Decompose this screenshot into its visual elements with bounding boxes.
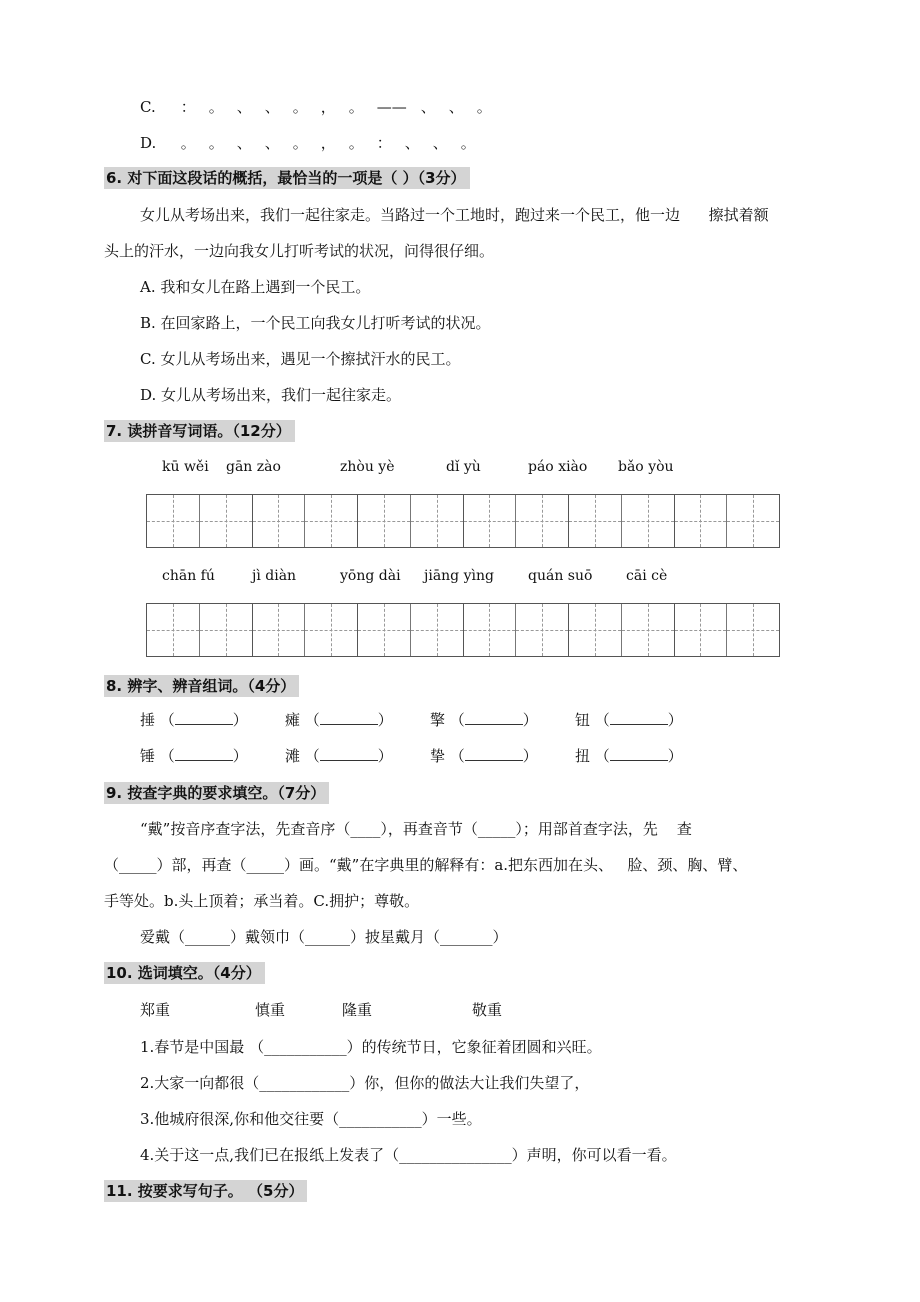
pinyin-5: páo xiào	[528, 459, 588, 475]
q9-line3: 手等处。b.头上顶着；承当着。C.拥护；尊敬。	[104, 892, 420, 910]
pinyin-11: quán suō	[528, 568, 593, 584]
q8-item: 瘫 （ ）	[285, 711, 393, 729]
q10-item-2: 2.大家一向都很（____________）你，但你的做法大让我们失望了，	[140, 1074, 590, 1092]
q10-item-1: 1.春节是中国最 （___________）的传统节日，它象征着团圆和兴旺。	[140, 1038, 602, 1056]
q8-item: 擎 （ ）	[430, 711, 538, 729]
answer-blank[interactable]	[465, 746, 523, 761]
word-box[interactable]	[147, 604, 253, 656]
writing-grid-row2[interactable]	[146, 603, 780, 657]
q6-passage-line2: 头上的汗水，一边向我女儿打听考试的状况，问得很仔细。	[104, 242, 495, 260]
q8-item: 锤 （ ）	[140, 747, 248, 765]
pinyin-2: gān zào	[226, 459, 281, 475]
pinyin-1: kū wěi	[162, 459, 209, 475]
q9-line2: （_____）部，再查（_____）画。“戴”在字典里的解释有：a.把东西加在头、 脸、颈、胸、臂、	[104, 856, 748, 874]
answer-blank[interactable]	[175, 710, 233, 725]
answer-blank[interactable]	[465, 710, 523, 725]
word-box[interactable]	[569, 604, 675, 656]
q10-item-3: 3.他城府很深,你和他交往要（___________）一些。	[140, 1110, 482, 1128]
q5-option-c: C. ： 。 、 、 。 ， 。 —— 、 、 。	[140, 98, 492, 116]
word-box[interactable]	[675, 604, 780, 656]
word-option: 慎重	[255, 1001, 286, 1019]
pinyin-12: cāi cè	[626, 568, 668, 584]
q8-item: 挚 （ ）	[430, 747, 538, 765]
pinyin-6: bǎo yòu	[618, 459, 674, 475]
answer-blank[interactable]	[320, 746, 378, 761]
q5-option-d: D. 。 。 、 、 。 ， 。 ： 、 、 。	[140, 134, 476, 152]
answer-blank[interactable]	[610, 746, 668, 761]
word-box[interactable]	[253, 604, 359, 656]
q6-option-b: B. 在回家路上，一个民工向我女儿打听考试的状况。	[140, 314, 491, 332]
word-box[interactable]	[147, 495, 253, 547]
word-box[interactable]	[569, 495, 675, 547]
q9-line4: 爱戴（______）戴领巾（______）披星戴月（_______）	[140, 928, 508, 946]
pinyin-3: zhòu yè	[340, 459, 395, 475]
answer-blank[interactable]	[610, 710, 668, 725]
word-option: 隆重	[342, 1001, 373, 1019]
q10-header: 10. 选词填空。（4分）	[104, 962, 265, 984]
writing-grid-row1[interactable]	[146, 494, 780, 548]
answer-blank[interactable]	[175, 746, 233, 761]
word-box[interactable]	[464, 495, 570, 547]
option-label: C.	[140, 98, 156, 116]
word-box[interactable]	[253, 495, 359, 547]
answer-blank[interactable]	[320, 710, 378, 725]
pinyin-8: jì diàn	[252, 568, 297, 584]
word-box[interactable]	[358, 495, 464, 547]
q10-item-4: 4.关于这一点,我们已在报纸上发表了（_______________）声明，你可以看一看。	[140, 1146, 677, 1164]
word-box[interactable]	[675, 495, 780, 547]
q8-item: 捶 （ ）	[140, 711, 248, 729]
q7-header: 7. 读拼音写词语。（12分）	[104, 420, 295, 442]
q6-option-a: A. 我和女儿在路上遇到一个民工。	[140, 278, 371, 296]
pinyin-4: dǐ yù	[446, 459, 481, 475]
word-option: 郑重	[140, 1001, 171, 1019]
q9-line1: “戴”按音序查字法，先查音序（____），再查音节（_____）；用部首查字法，先 查	[140, 820, 692, 838]
q8-header: 8. 辨字、辨音组词。（4分）	[104, 675, 299, 697]
pinyin-7: chān fú	[162, 568, 215, 584]
word-option: 敬重	[472, 1001, 503, 1019]
q9-header: 9. 按查字典的要求填空。（7分）	[104, 782, 329, 804]
q8-item: 滩 （ ）	[285, 747, 393, 765]
q8-item: 扭 （ ）	[575, 747, 683, 765]
q11-header: 11. 按要求写句子。 （5分）	[104, 1180, 307, 1202]
word-box[interactable]	[358, 604, 464, 656]
q6-header: 6. 对下面这段话的概括，最恰当的一项是（ ）（3分）	[104, 167, 470, 189]
q8-item: 钮 （ ）	[575, 711, 683, 729]
q6-passage-line1: 女儿从考场出来，我们一起往家走。当路过一个工地时，跑过来一个民工，他一边 擦拭着额	[140, 206, 769, 224]
option-label: D.	[140, 134, 157, 152]
pinyin-10: jiāng yìng	[424, 568, 494, 584]
q6-option-c: C. 女儿从考场出来，遇见一个擦拭汗水的民工。	[140, 350, 461, 368]
word-box[interactable]	[464, 604, 570, 656]
q6-option-d: D. 女儿从考场出来，我们一起往家走。	[140, 386, 402, 404]
pinyin-9: yōng dài	[340, 568, 401, 584]
